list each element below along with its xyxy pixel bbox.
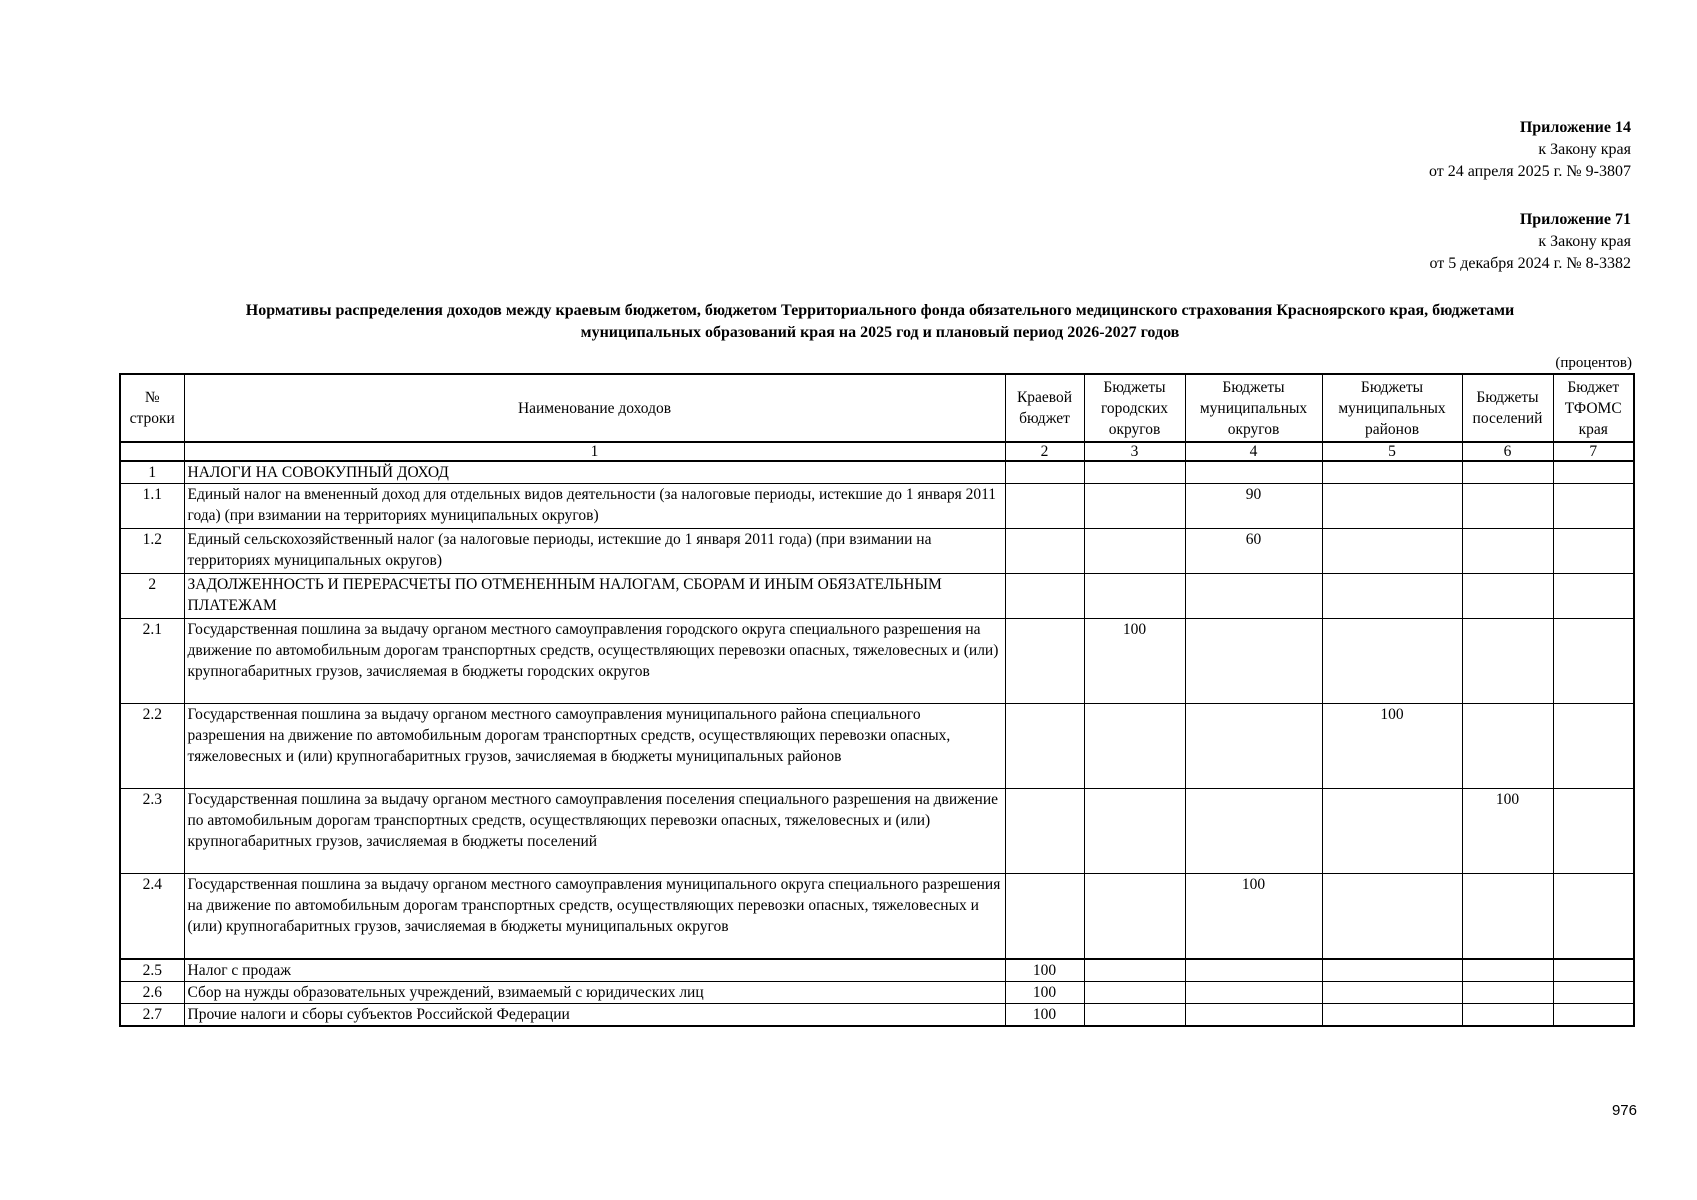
settlements-value [1462,874,1553,960]
municipal-areas-value [1322,789,1462,874]
table-row [120,789,1634,874]
row-name: Государственная пошлина за выдачу органом местного самоуправления муниципального округа специального разрешения на движение по автомобильным дорогам транспортных средств, осуществляющих перевозки опасных, тяжеловесных и (или) крупногабаритных грузов, зачисляемая в бюджеты муниципальных округов [184,874,1005,960]
row-number: 2.7 [120,1004,184,1027]
header-regional-budget: Краевой бюджет [1005,374,1084,442]
settlements-value [1462,461,1553,484]
settlements-value [1462,1004,1553,1027]
city-districts-value [1084,789,1185,874]
row-name: Государственная пошлина за выдачу органом местного самоуправления муниципального района специального разрешения на движение по автомобильным дорогам транспортных средств, осуществляющих перевозки опасных, тяжеловесных и (или) крупногабаритных грузов, зачисляемая в бюджеты муниципальных районов [184,704,1005,789]
column-number: 7 [1553,442,1634,461]
municipal-areas-value [1322,529,1462,574]
tfoms-value [1553,704,1634,789]
municipal-areas-value [1322,619,1462,704]
regional-budget-value [1005,704,1084,789]
tfoms-value [1553,529,1634,574]
settlements-value [1462,484,1553,529]
regional-budget-value [1005,461,1084,484]
table-row [120,574,1634,619]
appendix-title: Приложение 71 [1519,211,1631,228]
row-name: Прочие налоги и сборы субъектов Российской Федерации [184,1004,1005,1027]
appendix-title: Приложение 14 [1519,119,1631,136]
table-row [120,704,1634,789]
row-name: Государственная пошлина за выдачу органом местного самоуправления поселения специального разрешения на движение по автомобильным дорогам транспортных средств, осуществляющих перевозки опасных, тяжеловесных и (или) крупногабаритных грузов, зачисляемая в бюджеты поселений [184,789,1005,874]
row-number: 2.5 [120,959,184,982]
row-name: ЗАДОЛЖЕННОСТЬ И ПЕРЕРАСЧЕТЫ ПО ОТМЕНЕННЫМ НАЛОГАМ, СБОРАМ И ИНЫМ ОБЯЗАТЕЛЬНЫМ ПЛАТЕЖАМ [184,574,1005,619]
municipal-areas-value: 100 [1322,704,1462,789]
regional-budget-value: 100 [1005,1004,1084,1027]
regional-budget-value [1005,574,1084,619]
municipal-districts-value [1185,982,1322,1004]
table-row [120,959,1634,982]
table-row [120,461,1634,484]
city-districts-value [1084,874,1185,960]
city-districts-value [1084,484,1185,529]
appendix-date-line: от 24 апреля 2025 г. № 9-3807 [1428,163,1631,180]
regional-budget-value [1005,484,1084,529]
column-number: 5 [1322,442,1462,461]
municipal-districts-value: 90 [1185,484,1322,529]
tfoms-value [1553,874,1634,960]
regional-budget-value [1005,619,1084,704]
tfoms-value [1553,789,1634,874]
row-name: Налог с продаж [184,959,1005,982]
settlements-value [1462,619,1553,704]
tfoms-value [1553,982,1634,1004]
header-municipal-districts: Бюджеты муниципальных округов [1185,374,1322,442]
settlements-value: 100 [1462,789,1553,874]
row-number: 2.2 [120,704,184,789]
municipal-areas-value [1322,959,1462,982]
municipal-areas-value [1322,982,1462,1004]
tfoms-value [1553,461,1634,484]
tfoms-value [1553,574,1634,619]
settlements-value [1462,959,1553,982]
municipal-areas-value [1322,1004,1462,1027]
municipal-areas-value [1322,574,1462,619]
header-tfoms: Бюджет ТФОМС края [1553,374,1634,442]
row-number: 2.3 [120,789,184,874]
municipal-districts-value [1185,574,1322,619]
row-number: 1 [120,461,184,484]
column-number: 1 [184,442,1005,461]
regional-budget-value: 100 [1005,982,1084,1004]
header-num: № строки [120,374,184,442]
header-settlements: Бюджеты поселений [1462,374,1553,442]
row-name: Государственная пошлина за выдачу органом местного самоуправления городского округа специального разрешения на движение по автомобильным дорогам транспортных средств, осуществляющих перевозки опасных, тяжеловесных и (или) крупногабаритных грузов, зачисляемая в бюджеты городских округов [184,619,1005,704]
municipal-districts-value [1185,789,1322,874]
appendix-date-line: от 5 декабря 2024 г. № 8-3382 [1429,255,1631,272]
appendix-14-block [1111,117,1631,183]
tfoms-value [1553,1004,1634,1027]
municipal-districts-value [1185,704,1322,789]
appendix-law-line: к Закону края [1538,141,1631,158]
regional-budget-value [1005,789,1084,874]
municipal-districts-value [1185,959,1322,982]
settlements-value [1462,574,1553,619]
header-name: Наименование доходов [184,374,1005,442]
appendix-law-line: к Закону края [1538,233,1631,250]
city-districts-value [1084,574,1185,619]
municipal-districts-value: 100 [1185,874,1322,960]
row-number: 1.2 [120,529,184,574]
row-number: 2.4 [120,874,184,960]
column-number: 6 [1462,442,1553,461]
row-name: Единый налог на вмененный доход для отдельных видов деятельности (за налоговые периоды, истекшие до 1 января 2011 года) (при взимании на территориях муниципальных округов) [184,484,1005,529]
regional-budget-value: 100 [1005,959,1084,982]
revenue-norms-table [119,373,1635,1027]
table-row [120,484,1634,529]
units-label: (процентов) [1555,355,1632,371]
city-districts-value [1084,704,1185,789]
tfoms-value [1553,959,1634,982]
city-districts-value [1084,461,1185,484]
appendix-71-block [1111,209,1631,275]
municipal-districts-value [1185,461,1322,484]
row-name: НАЛОГИ НА СОВОКУПНЫЙ ДОХОД [184,461,1005,484]
regional-budget-value [1005,529,1084,574]
settlements-value [1462,704,1553,789]
row-number: 2 [120,574,184,619]
city-districts-value [1084,982,1185,1004]
municipal-districts-value [1185,1004,1322,1027]
column-number: 2 [1005,442,1084,461]
municipal-districts-value [1185,619,1322,704]
municipal-areas-value [1322,874,1462,960]
city-districts-value: 100 [1084,619,1185,704]
header-row [120,374,1634,442]
row-number: 1.1 [120,484,184,529]
row-name: Единый сельскохозяйственный налог (за налоговые периоды, истекшие до 1 января 2011 года) (при взимании на территориях муниципальных округов) [184,529,1005,574]
municipal-areas-value [1322,484,1462,529]
city-districts-value [1084,1004,1185,1027]
regional-budget-value [1005,874,1084,960]
tfoms-value [1553,619,1634,704]
column-numbers-row [120,442,1634,461]
row-number: 2.6 [120,982,184,1004]
municipal-districts-value: 60 [1185,529,1322,574]
table-row [120,529,1634,574]
document-title [150,300,1610,344]
table-row [120,619,1634,704]
city-districts-value [1084,959,1185,982]
settlements-value [1462,529,1553,574]
table-row [120,874,1634,960]
document-title-line-2: муниципальных образований края на 2025 год и плановый период 2026-2027 годов [580,324,1180,341]
table-row [120,982,1634,1004]
city-districts-value [1084,529,1185,574]
row-name: Сбор на нужды образовательных учреждений, взимаемый с юридических лиц [184,982,1005,1004]
column-number-empty [120,442,184,461]
header-municipal-areas: Бюджеты муниципальных районов [1322,374,1462,442]
tfoms-value [1553,484,1634,529]
page-number: 976 [1611,1102,1637,1119]
municipal-areas-value [1322,461,1462,484]
column-number: 3 [1084,442,1185,461]
column-number: 4 [1185,442,1322,461]
settlements-value [1462,982,1553,1004]
document-title-line-1: Нормативы распределения доходов между краевым бюджетом, бюджетом Территориального фонда обязательного медицинского страхования Красноярского края, бюджетами [245,302,1515,319]
row-number: 2.1 [120,619,184,704]
table-row [120,1004,1634,1027]
header-city-districts: Бюджеты городских округов [1084,374,1185,442]
